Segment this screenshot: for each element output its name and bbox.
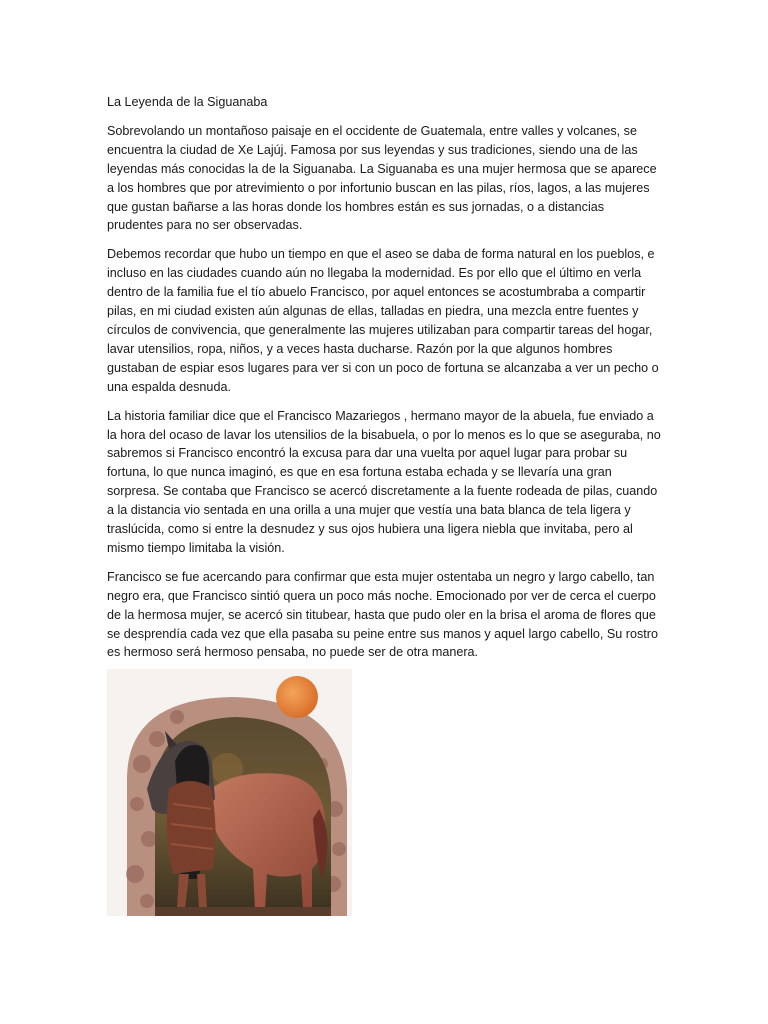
document-body: [107, 93, 663, 672]
siguanaba-painting: [107, 669, 352, 916]
document-title: La Leyenda de la Siguanaba: [107, 95, 268, 109]
painting-artwork: [107, 669, 352, 916]
paragraph-4: Francisco se fue acercando para confirmar que esta mujer ostentaba un negro y largo cabello, tan negro era, que Francisco sintió quera un poco más noche. Emocionado por ver de cerca el cuerpo de la hermosa mujer, se acercó sin titubear, hasta que pudo oler en la brisa el aroma de flores que se desprendía cada vez que ella pasaba su peine entre sus manos y aquel largo cabello, Su rostro es hermoso será hermoso pensaba, no puede ser de otra manera.: [107, 569, 658, 660]
moon-shape: [276, 676, 318, 718]
paragraph-1: Sobrevolando un montañoso paisaje en el occidente de Guatemala, entre valles y volcanes, se encuentra la ciudad de Xe Lajúj. Famosa por sus leyendas y sus tradiciones, siendo una de las leyendas más conocidas la de la Siguanaba. La Siguanaba es una mujer hermosa que se aparece a los hombres que por atrevimiento o por infortunio buscan en las pilas, ríos, lagos, a las mujeres que gustan bañarse a las horas donde los hombres están es sus jornadas, o a distancias prudentes para no ser observadas.: [107, 123, 657, 233]
paragraph-2: Debemos recordar que hubo un tiempo en que el aseo se daba de forma natural en los pueblos, e incluso en las ciudades cuando aún no llegaba la modernidad. Es por ello que el último en verla dentro de la familia fue el tío abuelo Francisco, por aquel entonces se acostumbraba a compartir pilas, en mi ciudad existen aún algunas de ellas, talladas en piedra, una mezcla entre fuentes y círculos de convivencia, que generalmente las mujeres utilizaban para compartir tareas del hogar, lavar utensilios, ropa, niños, y a veces hasta ducharse. Razón por la que algunos hombres gustaban de espiar esos lugares para ver si con un poco de fortuna se alcanzaba a ver un pecho o una espalda desnuda.: [107, 247, 659, 394]
paragraph-3: La historia familiar dice que el Francisco Mazariegos , hermano mayor de la abuela, fue enviado a la hora del ocaso de lavar los utensilios de la bisabuela, o por lo menos es lo que se aseguraba, no sabremos si Francisco encontró la excusa para dar una vuelta por aquel lugar para probar su fortuna, lo que nunca imaginó, es que en esa fortuna estaba echada y se llevaría una gran sorpresa. Se contaba que Francisco se acercó discretamente a la fuente rodeada de pilas, cuando a la distancia vio sentada en una orilla a una mujer que vestía una bata blanca de tela ligera y traslúcida, como si entre la desnudez y sus ojos hubiera una ligera niebla que invitaba, pero al mismo tiempo limitaba la visión.: [107, 408, 661, 555]
